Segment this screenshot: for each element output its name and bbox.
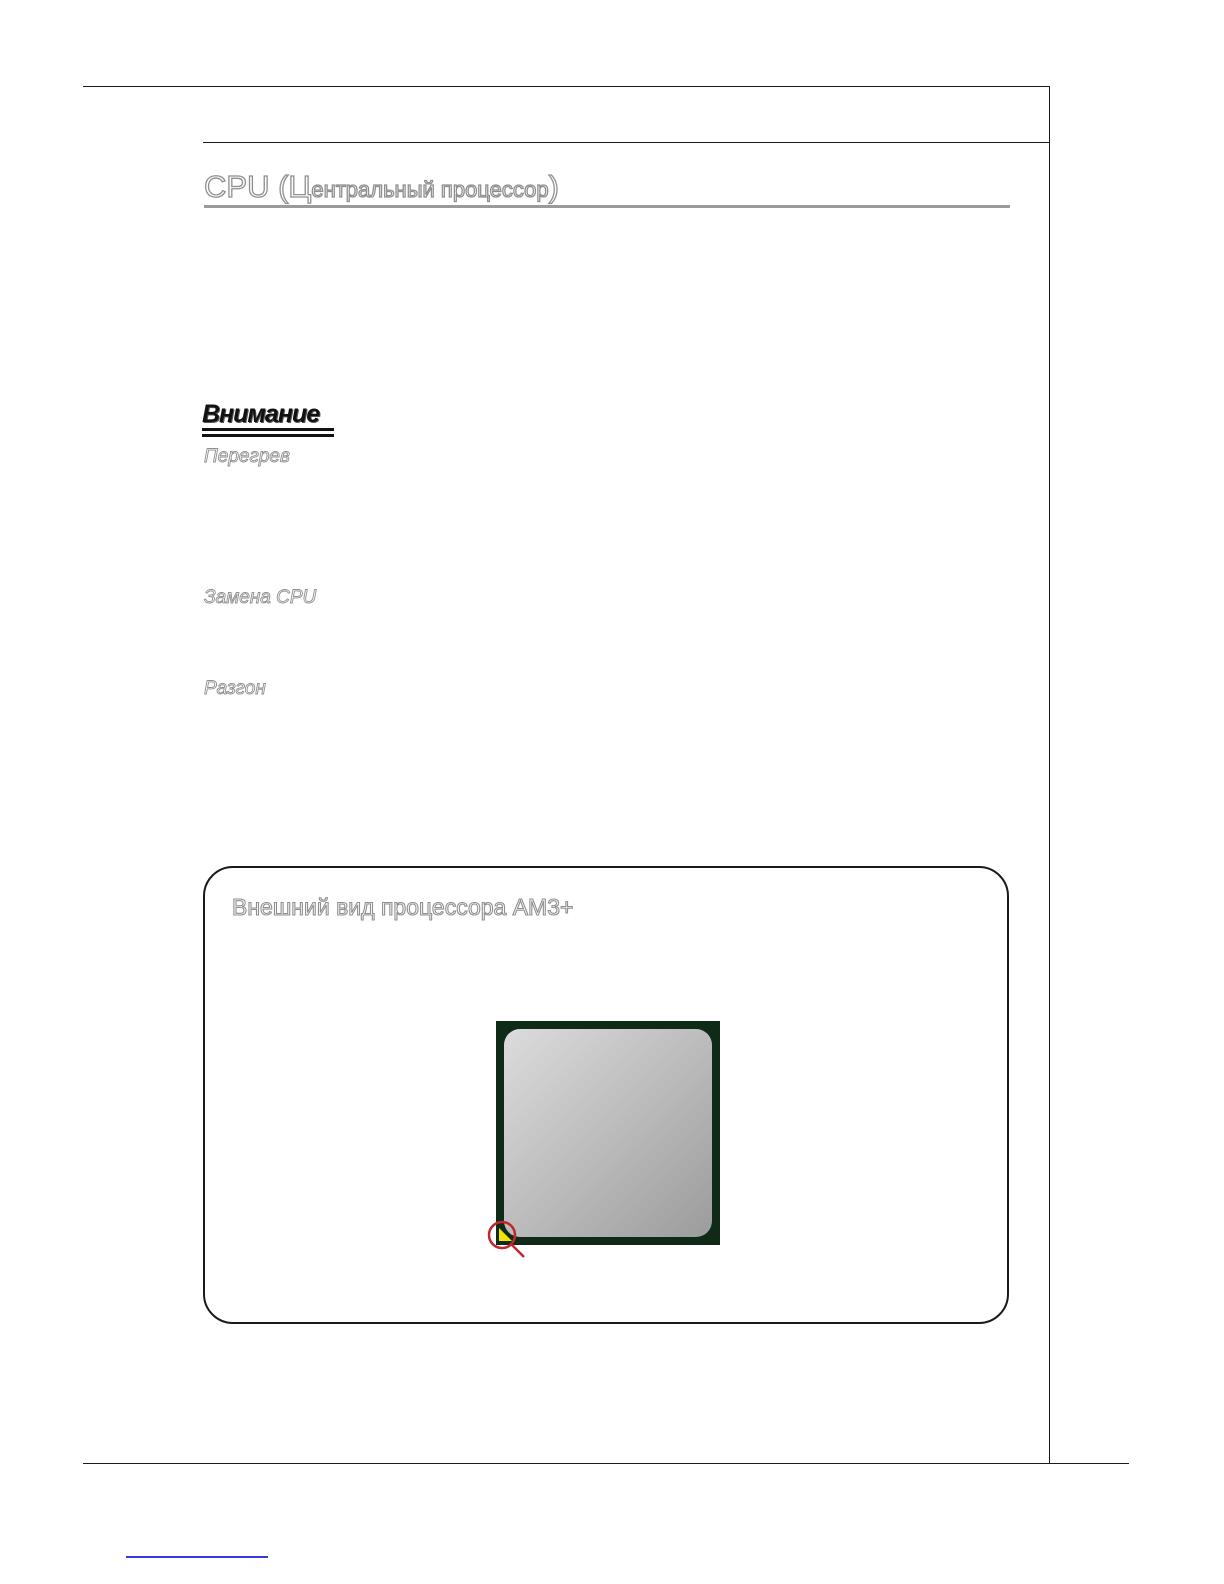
warning-underline bbox=[202, 428, 334, 431]
page-title bbox=[204, 168, 1010, 208]
title-small-caps: ентральный процессор bbox=[311, 177, 549, 202]
title-prefix: CPU (Ц bbox=[204, 169, 312, 204]
section-rule bbox=[203, 142, 1049, 143]
right-margin-rule bbox=[1049, 86, 1050, 1464]
cpu-heatspreader bbox=[504, 1029, 712, 1237]
warning-underline-lower bbox=[202, 434, 334, 437]
cpu-chip-icon bbox=[486, 1012, 736, 1262]
page-title-text bbox=[204, 168, 559, 209]
title-suffix: ) bbox=[548, 169, 559, 204]
footer-rule bbox=[83, 1463, 1129, 1464]
am3-figure-title: Внешний вид процессора AM3+ bbox=[232, 894, 574, 920]
footer-link-underline[interactable] bbox=[126, 1556, 268, 1558]
subheading-overheating: Перегрев bbox=[204, 446, 290, 467]
pin1-highlight-pointer bbox=[511, 1244, 524, 1257]
subheading-overclocking: Разгон bbox=[204, 678, 266, 699]
header-rule bbox=[83, 86, 1050, 87]
warning-heading: Внимание bbox=[202, 400, 320, 428]
subheading-cpu-replacement: Замена CPU bbox=[204, 587, 317, 608]
